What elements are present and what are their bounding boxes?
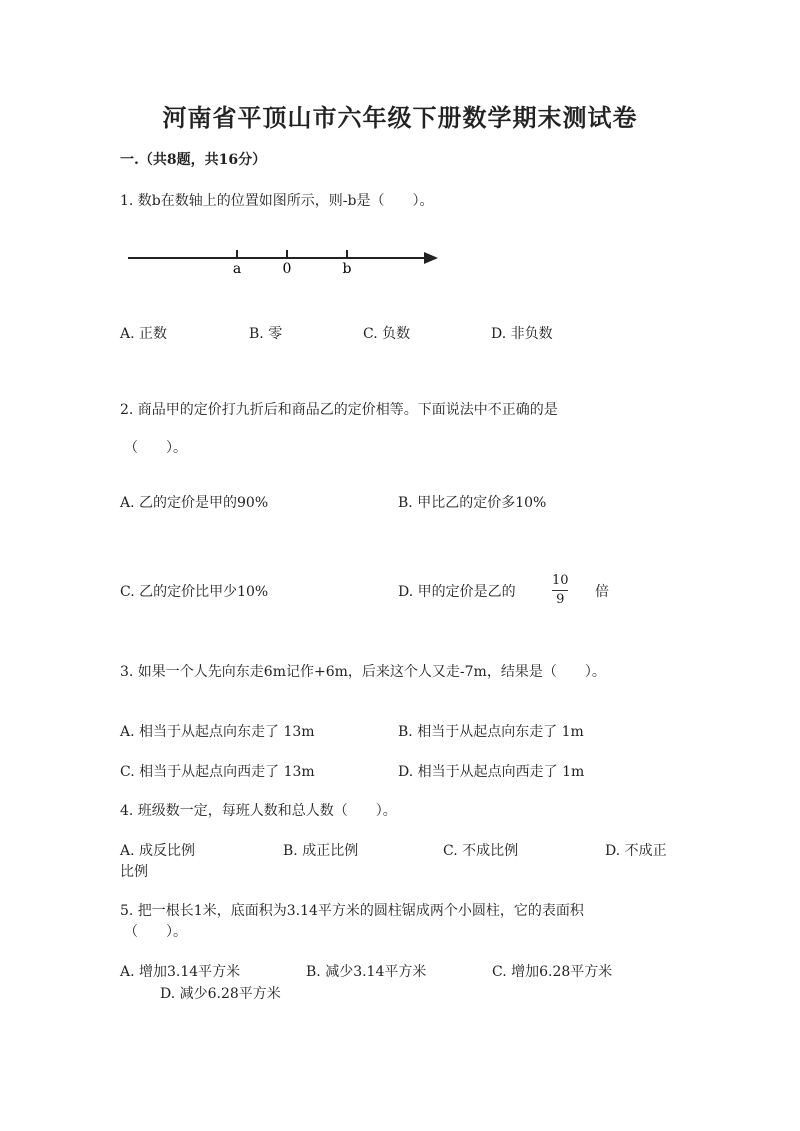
q4-option-d: D. 不成正 bbox=[605, 843, 667, 859]
q3-option-a: A. 相当于从起点向东走了 13m bbox=[120, 724, 315, 740]
q2-option-b: B. 甲比乙的定价多10% bbox=[398, 495, 547, 511]
fraction-bar bbox=[552, 590, 568, 591]
section-heading: 一.（共8题，共16分） bbox=[120, 152, 267, 168]
q5-option-a: A. 增加3.14平方米 bbox=[120, 964, 241, 980]
axis-label-0: 0 bbox=[282, 261, 292, 277]
q4-option-a: A. 成反比例 bbox=[120, 843, 196, 859]
question-4-text: 4. 班级数一定，每班人数和总人数（ ）。 bbox=[120, 803, 397, 819]
question-5-text-cont: （ ）。 bbox=[124, 924, 187, 940]
q2-option-d: D. 甲的定价是乙的 bbox=[398, 584, 516, 600]
fraction-denominator: 9 bbox=[556, 592, 565, 607]
number-line-arrow bbox=[424, 252, 438, 264]
axis-label-a: a bbox=[232, 261, 242, 277]
q5-option-b: B. 减少3.14平方米 bbox=[306, 964, 427, 980]
q2-option-d-suffix: 倍 bbox=[595, 584, 609, 600]
fraction-numerator: 10 bbox=[552, 573, 569, 588]
question-2-text: 2. 商品甲的定价打九折后和商品乙的定价相等。下面说法中不正确的是 bbox=[120, 402, 558, 418]
q4-option-b: B. 成正比例 bbox=[283, 843, 359, 859]
q3-option-d: D. 相当于从起点向西走了 1m bbox=[398, 764, 585, 780]
q5-option-d: D. 减少6.28平方米 bbox=[160, 986, 281, 1002]
q2-option-c: C. 乙的定价比甲少10% bbox=[120, 584, 269, 600]
q5-option-c: C. 增加6.28平方米 bbox=[492, 964, 613, 980]
q4-option-c: C. 不成比例 bbox=[443, 843, 519, 859]
q1-option-c: C. 负数 bbox=[363, 326, 411, 342]
q2-fraction bbox=[552, 574, 569, 607]
q3-option-b: B. 相当于从起点向东走了 1m bbox=[398, 724, 584, 740]
axis-label-b: b bbox=[342, 261, 352, 277]
q3-option-c: C. 相当于从起点向西走了 13m bbox=[120, 764, 315, 780]
q2-option-a: A. 乙的定价是甲的90% bbox=[120, 495, 269, 511]
question-1-text: 1. 数b在数轴上的位置如图所示，则-b是（ ）。 bbox=[120, 193, 434, 209]
question-3-text: 3. 如果一个人先向东走6m记作+6m，后来这个人又走-7m，结果是（ ）。 bbox=[120, 664, 606, 680]
question-2-text-cont: （ ）。 bbox=[124, 440, 187, 456]
q1-option-a: A. 正数 bbox=[120, 326, 168, 342]
question-5-text: 5. 把一根长1米，底面积为3.14平方米的圆柱锯成两个小圆柱，它的表面积 bbox=[120, 903, 584, 919]
page-title: 河南省平顶山市六年级下册数学期末测试卷 bbox=[162, 103, 638, 132]
q1-option-d: D. 非负数 bbox=[491, 326, 553, 342]
number-line-figure bbox=[120, 240, 450, 280]
q4-option-d-cont: 比例 bbox=[120, 864, 148, 880]
q1-option-b: B. 零 bbox=[249, 326, 283, 342]
